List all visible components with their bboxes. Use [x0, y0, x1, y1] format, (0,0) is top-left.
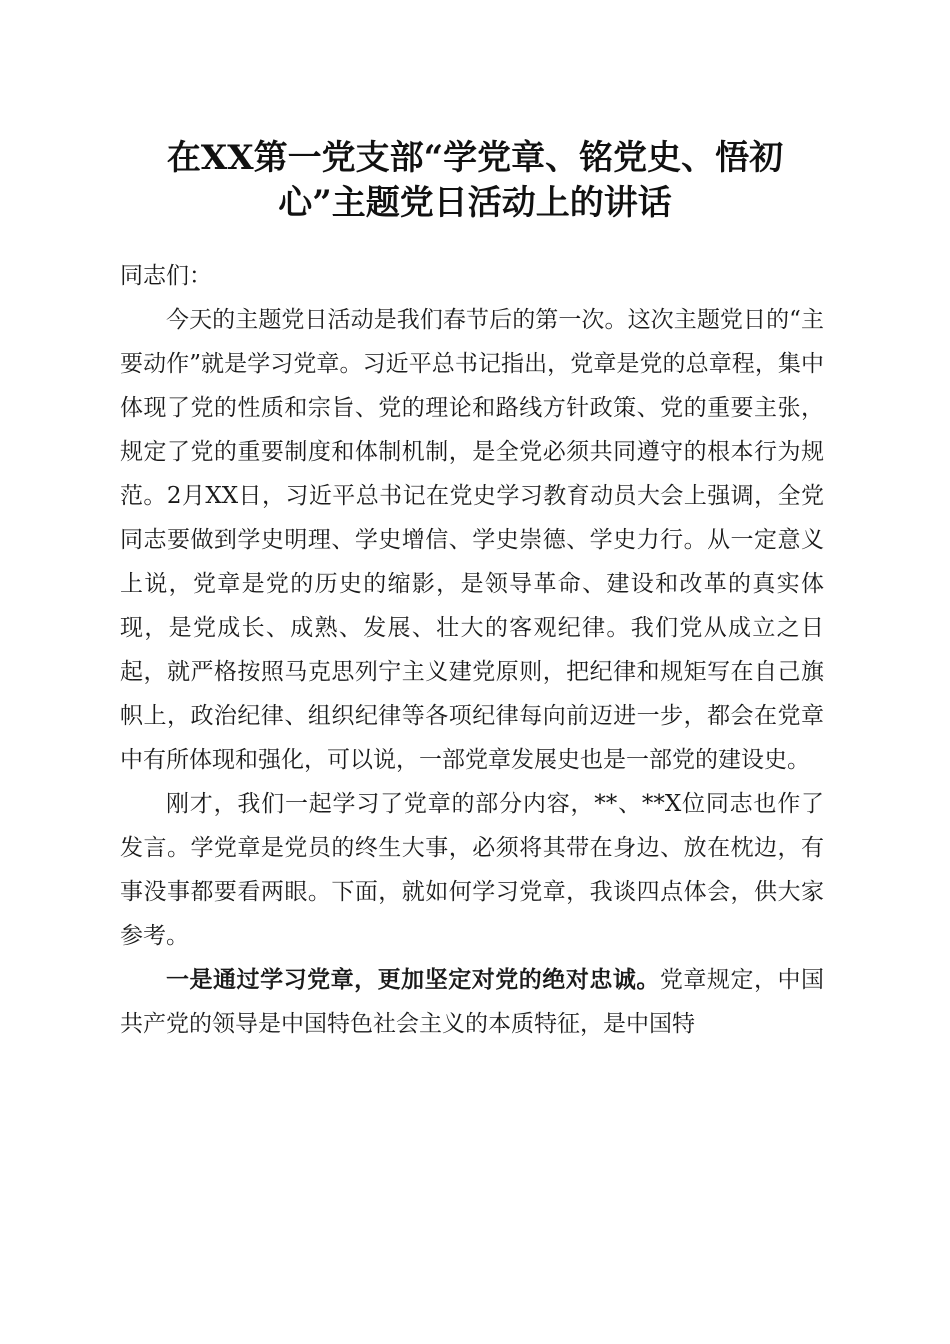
paragraph-3-text: 党章规定，中国共产党的领导是中国特色社会主义的本质特征，是中国特	[120, 967, 825, 1037]
salutation: 同志们：	[120, 263, 212, 289]
document-title	[100, 136, 850, 226]
title-line-2: 心”主题党日活动上的讲话	[278, 183, 672, 223]
document-body	[120, 254, 824, 1046]
paragraph-1: 今天的主题党日活动是我们春节后的第一次。这次主题党日的“主要动作”就是学习党章。习近平总书记指出，党章是党的总章程，集中体现了党的性质和宗旨、党的理论和路线方针政策、党的重要主张，规定了党的重要制度和体制机制，是全党必须共同遵守的根本行为规范。2月XX日，习近平总书记在党史学习教育动员大会上强调，全党同志要做到学史明理、学史增信、学史崇德、学史力行。从一定意义上说，党章是党的历史的缩影，是领导革命、建设和改革的真实体现，是党成长、成熟、发展、壮大的客观纪律。我们党从成立之日起，就严格按照马克思列宁主义建党原则，把纪律和规矩写在自己旗帜上，政治纪律、组织纪律等各项纪律每向前迈进一步，都会在党章中有所体现和强化，可以说，一部党章发展史也是一部党的建设史。	[120, 307, 824, 773]
title-line-1: 在XX第一党支部“学党章、铭党史、悟初	[166, 138, 784, 178]
paragraph-3-lead: 一是通过学习党章，更加坚定对党的绝对忠诚。	[166, 966, 660, 993]
paragraph-2: 刚才，我们一起学习了党章的部分内容，**、**X位同志也作了发言。学党章是党员的终生大事，必须将其带在身边、放在枕边，有事没事都要看两眼。下面，就如何学习党章，我谈四点体会，供大家参考。	[120, 791, 824, 949]
paragraph-3	[120, 958, 824, 1046]
